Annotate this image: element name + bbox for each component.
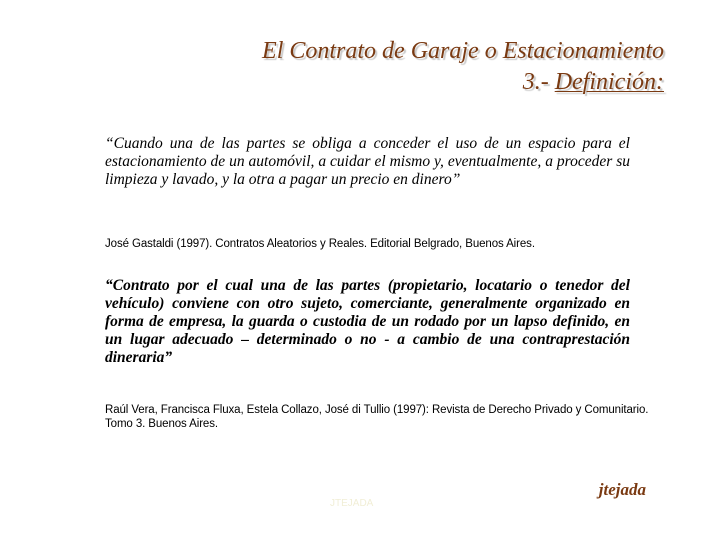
title-section-number: 3.- <box>522 69 555 95</box>
citation-2: Raúl Vera, Francisca Fluxa, Estela Collazo, José di Tullio (1997): Revista de Derecho Privado y Comunitario. Tomo 3. Buenos Aires. <box>105 404 649 430</box>
title-line-1: El Contrato de Garaje o Estacionamiento <box>262 38 664 64</box>
author-signature: jtejada <box>598 480 646 499</box>
citation-1: José Gastaldi (1997). Contratos Aleatorios y Reales. Editorial Belgrado, Buenos Aires. <box>105 238 535 250</box>
faded-footer-text: JTEJADA <box>330 498 374 509</box>
title-line-2 <box>262 67 664 98</box>
title-section-label: Definición: <box>554 69 664 95</box>
slide-title <box>262 36 664 98</box>
definition-quote-1: “Cuando una de las partes se obliga a conceder el uso de un espacio para el estacionamiento de un automóvil, a cuidar el mismo y, eventualmente, a proceder su limpieza y lavado, y la otra a pagar un precio en dinero” <box>105 135 630 188</box>
definition-quote-2: “Contrato por el cual una de las partes (propietario, locatario o tenedor del vehículo) conviene con otro sujeto, comerciante, generalmente organizado en forma de empresa, la guarda o custodia de un rodado por un lapso definido, en un lugar adecuado – determinado o no - a cambio de una contraprestación dineraria” <box>105 277 630 366</box>
